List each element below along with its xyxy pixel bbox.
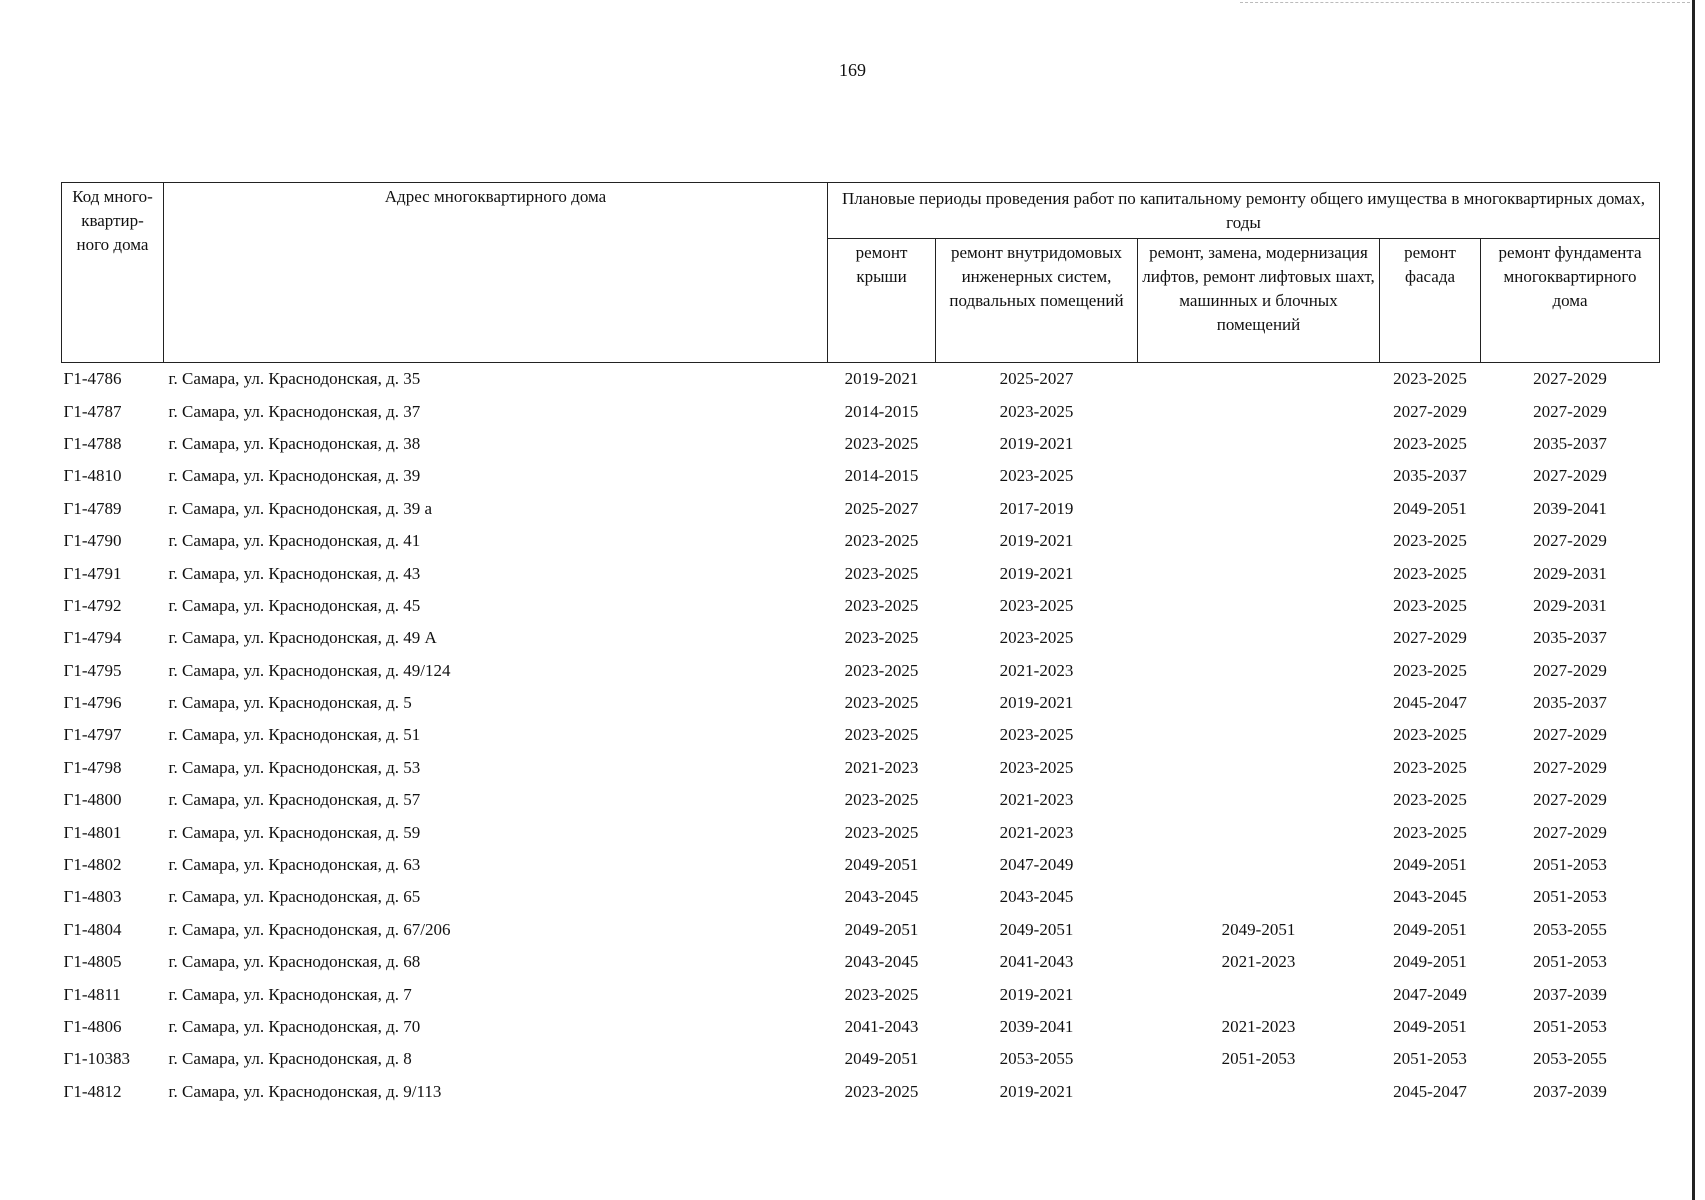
cell-address: г. Самара, ул. Краснодонская, д. 41 (168, 531, 421, 551)
cell-roof: 2023-2025 (844, 822, 919, 842)
cell-lifts (1138, 622, 1380, 654)
cell-engineering: 2023-2025 (999, 595, 1074, 615)
cell-foundation: 2027-2029 (1533, 822, 1607, 842)
cell-engineering: 2017-2019 (999, 498, 1074, 518)
cell-address: г. Самара, ул. Краснодонская, д. 43 (168, 563, 421, 583)
cell-foundation: 2027-2029 (1533, 531, 1607, 551)
cell-address: г. Самара, ул. Краснодонская, д. 39 (168, 466, 421, 486)
cell-roof: 2021-2023 (844, 757, 919, 777)
cell-roof: 2025-2027 (844, 498, 919, 518)
cell-address: г. Самара, ул. Краснодонская, д. 51 (168, 725, 421, 745)
cell-engineering: 2019-2021 (999, 984, 1074, 1004)
cell-lifts (1138, 395, 1380, 427)
cell-roof: 2043-2045 (844, 952, 919, 972)
cell-code: Г1-4801 (63, 822, 122, 842)
cell-foundation: 2027-2029 (1533, 660, 1607, 680)
cell-engineering: 2019-2021 (999, 563, 1074, 583)
capital-repair-table (61, 182, 1660, 1108)
cell-roof: 2023-2025 (844, 790, 919, 810)
cell-facade: 2023-2025 (1393, 757, 1467, 777)
cell-roof: 2023-2025 (844, 725, 919, 745)
cell-foundation: 2027-2029 (1533, 369, 1607, 389)
cell-facade: 2023-2025 (1393, 660, 1467, 680)
cell-engineering: 2025-2027 (999, 369, 1074, 389)
cell-roof: 2023-2025 (844, 433, 919, 453)
table-row (62, 428, 1660, 460)
cell-foundation: 2027-2029 (1533, 757, 1607, 777)
cell-engineering: 2039-2041 (999, 1017, 1074, 1036)
cell-roof: 2019-2021 (844, 369, 919, 389)
cell-roof: 2023-2025 (844, 628, 919, 648)
cell-lifts: 2049-2051 (1221, 919, 1296, 939)
cell-facade: 2043-2045 (1393, 887, 1467, 907)
cell-code: Г1-4789 (63, 498, 122, 518)
cell-foundation: 2027-2029 (1533, 466, 1607, 486)
cell-foundation: 2035-2037 (1533, 433, 1607, 453)
cell-lifts (1138, 493, 1380, 525)
cell-address: г. Самара, ул. Краснодонская, д. 57 (168, 790, 421, 810)
cell-engineering: 2049-2051 (999, 919, 1074, 939)
cell-foundation: 2051-2053 (1533, 855, 1607, 875)
header-roof: ремонт крыши (828, 238, 936, 362)
header-engineering: ремонт внутридомовых инженерных систем, подвальных помещений (936, 238, 1138, 362)
cell-lifts (1138, 816, 1380, 848)
cell-facade: 2023-2025 (1393, 433, 1467, 453)
table-row (62, 1043, 1660, 1075)
cell-address: г. Самара, ул. Краснодонская, д. 35 (168, 369, 421, 389)
cell-lifts (1138, 752, 1380, 784)
cell-engineering: 2053-2055 (999, 1049, 1074, 1069)
cell-address: г. Самара, ул. Краснодонская, д. 65 (168, 887, 421, 907)
cell-facade: 2047-2049 (1393, 984, 1467, 1004)
cell-facade: 2023-2025 (1393, 595, 1467, 615)
table-header (62, 183, 1660, 363)
cell-lifts (1138, 719, 1380, 751)
cell-address: г. Самара, ул. Краснодонская, д. 7 (168, 984, 412, 1004)
cell-roof: 2049-2051 (844, 855, 919, 875)
cell-roof: 2023-2025 (844, 1081, 919, 1101)
cell-engineering: 2023-2025 (999, 401, 1074, 421)
cell-code: Г1-4795 (63, 660, 122, 680)
cell-facade: 2027-2029 (1393, 401, 1467, 421)
cell-lifts: 2051-2053 (1221, 1049, 1296, 1069)
cell-roof: 2023-2025 (844, 693, 919, 713)
cell-facade: 2023-2025 (1393, 725, 1467, 745)
cell-lifts (1138, 363, 1380, 396)
cell-foundation: 2027-2029 (1533, 725, 1607, 745)
cell-foundation: 2051-2053 (1533, 1017, 1607, 1036)
cell-facade: 2023-2025 (1393, 822, 1467, 842)
cell-address: г. Самара, ул. Краснодонская, д. 49 А (168, 628, 437, 648)
cell-facade: 2049-2051 (1393, 1017, 1467, 1036)
cell-code: Г1-4797 (63, 725, 122, 745)
table-row (62, 655, 1660, 687)
cell-code: Г1-4788 (63, 433, 122, 453)
cell-code: Г1-4803 (63, 887, 122, 907)
cell-engineering: 2023-2025 (999, 466, 1074, 486)
table-row (62, 978, 1660, 1010)
cell-roof: 2049-2051 (844, 1049, 919, 1069)
cell-code: Г1-4802 (63, 855, 122, 875)
cell-facade: 2045-2047 (1393, 693, 1467, 713)
cell-address: г. Самара, ул. Краснодонская, д. 38 (168, 433, 421, 453)
table-row (62, 784, 1660, 816)
cell-engineering: 2019-2021 (999, 693, 1074, 713)
cell-facade: 2049-2051 (1393, 952, 1467, 972)
table-row (62, 752, 1660, 784)
cell-foundation: 2039-2041 (1533, 498, 1607, 518)
table-row (62, 946, 1660, 978)
cell-roof: 2014-2015 (844, 466, 919, 486)
cell-roof: 2041-2043 (844, 1017, 919, 1036)
cell-address: г. Самара, ул. Краснодонская, д. 53 (168, 757, 421, 777)
table-row (62, 849, 1660, 881)
header-facade: ремонт фасада (1380, 238, 1481, 362)
header-planned-periods: Плановые периоды проведения работ по капитальному ремонту общего имущества в многоквартирных домах, годы (828, 183, 1660, 239)
cell-code: Г1-4787 (63, 401, 122, 421)
cell-lifts (1138, 1076, 1380, 1108)
cell-code: Г1-4806 (63, 1017, 122, 1036)
header-address: Адрес многоквартирного дома (164, 183, 828, 363)
cell-code: Г1-4810 (63, 466, 122, 486)
cell-engineering: 2021-2023 (999, 660, 1074, 680)
cell-foundation: 2051-2053 (1533, 887, 1607, 907)
cell-lifts (1138, 428, 1380, 460)
cell-lifts (1138, 784, 1380, 816)
cell-roof: 2023-2025 (844, 984, 919, 1004)
cell-foundation: 2027-2029 (1533, 790, 1607, 810)
table-row (62, 881, 1660, 913)
cell-roof: 2023-2025 (844, 595, 919, 615)
page-number: 169 (839, 60, 866, 80)
cell-roof: 2023-2025 (844, 531, 919, 551)
cell-facade: 2027-2029 (1393, 628, 1467, 648)
cell-lifts (1138, 557, 1380, 589)
table-body (62, 363, 1660, 1108)
cell-facade: 2035-2037 (1393, 466, 1467, 486)
cell-facade: 2049-2051 (1393, 498, 1467, 518)
cell-code: Г1-4786 (63, 369, 122, 389)
cell-address: г. Самара, ул. Краснодонская, д. 59 (168, 822, 421, 842)
cell-facade: 2049-2051 (1393, 855, 1467, 875)
cell-code: Г1-4791 (63, 563, 122, 583)
cell-address: г. Самара, ул. Краснодонская, д. 8 (168, 1049, 412, 1069)
cell-foundation: 2029-2031 (1533, 563, 1607, 583)
table-row (62, 460, 1660, 492)
header-lifts: ремонт, замена, модернизация лифтов, ремонт лифтовых шахт, машинных и блочных помещений (1138, 238, 1380, 362)
cell-code: Г1-4812 (63, 1081, 122, 1101)
cell-address: г. Самара, ул. Краснодонская, д. 39 а (168, 498, 433, 518)
cell-engineering: 2021-2023 (999, 822, 1074, 842)
cell-engineering: 2023-2025 (999, 757, 1074, 777)
cell-lifts (1138, 978, 1380, 1010)
cell-code: Г1-4798 (63, 757, 122, 777)
table-row (62, 719, 1660, 751)
cell-facade: 2023-2025 (1393, 563, 1467, 583)
cell-foundation: 2027-2029 (1533, 401, 1607, 421)
cell-engineering: 2019-2021 (999, 1081, 1074, 1101)
cell-lifts (1138, 655, 1380, 687)
table-row (62, 1076, 1660, 1108)
cell-engineering: 2023-2025 (999, 628, 1074, 648)
table-row (62, 816, 1660, 848)
cell-foundation: 2029-2031 (1533, 595, 1607, 615)
cell-address: г. Самара, ул. Краснодонская, д. 45 (168, 595, 421, 615)
cell-code: Г1-4790 (63, 531, 122, 551)
cell-facade: 2045-2047 (1393, 1081, 1467, 1101)
scan-artifact-line (1240, 2, 1690, 4)
cell-code: Г1-10383 (63, 1049, 130, 1069)
table-row (62, 525, 1660, 557)
cell-engineering: 2041-2043 (999, 952, 1074, 972)
cell-address: г. Самара, ул. Краснодонская, д. 68 (168, 952, 421, 972)
cell-engineering: 2047-2049 (999, 855, 1074, 875)
cell-facade: 2049-2051 (1393, 919, 1467, 939)
cell-facade: 2023-2025 (1393, 369, 1467, 389)
table-row (62, 687, 1660, 719)
cell-engineering: 2019-2021 (999, 531, 1074, 551)
cell-foundation: 2037-2039 (1533, 984, 1607, 1004)
cell-foundation: 2053-2055 (1533, 1049, 1607, 1069)
header-code: Код много-квартир-ного дома (62, 183, 164, 363)
cell-facade: 2051-2053 (1393, 1049, 1467, 1069)
table-row (62, 493, 1660, 525)
cell-foundation: 2037-2039 (1533, 1081, 1607, 1101)
cell-lifts: 2021-2023 (1221, 952, 1296, 972)
cell-foundation: 2053-2055 (1533, 919, 1607, 939)
cell-address: г. Самара, ул. Краснодонская, д. 5 (168, 693, 412, 713)
cell-roof: 2014-2015 (844, 401, 919, 421)
table-row (62, 363, 1660, 396)
cell-foundation: 2035-2037 (1533, 628, 1607, 648)
cell-lifts (1138, 460, 1380, 492)
cell-code: Г1-4811 (63, 984, 121, 1004)
page-edge-rule (1692, 0, 1695, 1200)
cell-address: г. Самара, ул. Краснодонская, д. 70 (168, 1017, 421, 1036)
cell-lifts (1138, 590, 1380, 622)
cell-address: г. Самара, ул. Краснодонская, д. 37 (168, 401, 421, 421)
cell-code: Г1-4800 (63, 790, 122, 810)
cell-lifts: 2021-2023 (1221, 1017, 1296, 1036)
table-row (62, 1011, 1660, 1043)
cell-engineering: 2023-2025 (999, 725, 1074, 745)
cell-address: г. Самара, ул. Краснодонская, д. 67/206 (168, 919, 451, 939)
table-row (62, 557, 1660, 589)
cell-roof: 2043-2045 (844, 887, 919, 907)
cell-engineering: 2043-2045 (999, 887, 1074, 907)
cell-engineering: 2019-2021 (999, 433, 1074, 453)
cell-address: г. Самара, ул. Краснодонская, д. 63 (168, 855, 421, 875)
cell-lifts (1138, 881, 1380, 913)
cell-code: Г1-4794 (63, 628, 122, 648)
cell-facade: 2023-2025 (1393, 531, 1467, 551)
cell-code: Г1-4805 (63, 952, 122, 972)
header-foundation: ремонт фундамента многоквартирного дома (1481, 238, 1660, 362)
table-row (62, 395, 1660, 427)
cell-lifts (1138, 687, 1380, 719)
cell-engineering: 2021-2023 (999, 790, 1074, 810)
cell-roof: 2049-2051 (844, 919, 919, 939)
table-row (62, 622, 1660, 654)
cell-code: Г1-4796 (63, 693, 122, 713)
cell-roof: 2023-2025 (844, 660, 919, 680)
table-row (62, 590, 1660, 622)
cell-code: Г1-4804 (63, 919, 122, 939)
cell-foundation: 2035-2037 (1533, 693, 1607, 713)
cell-facade: 2023-2025 (1393, 790, 1467, 810)
cell-address: г. Самара, ул. Краснодонская, д. 9/113 (168, 1081, 442, 1101)
cell-lifts (1138, 525, 1380, 557)
cell-foundation: 2051-2053 (1533, 952, 1607, 972)
table-row (62, 914, 1660, 946)
cell-address: г. Самара, ул. Краснодонская, д. 49/124 (168, 660, 451, 680)
cell-roof: 2023-2025 (844, 563, 919, 583)
cell-code: Г1-4792 (63, 595, 122, 615)
cell-lifts (1138, 849, 1380, 881)
